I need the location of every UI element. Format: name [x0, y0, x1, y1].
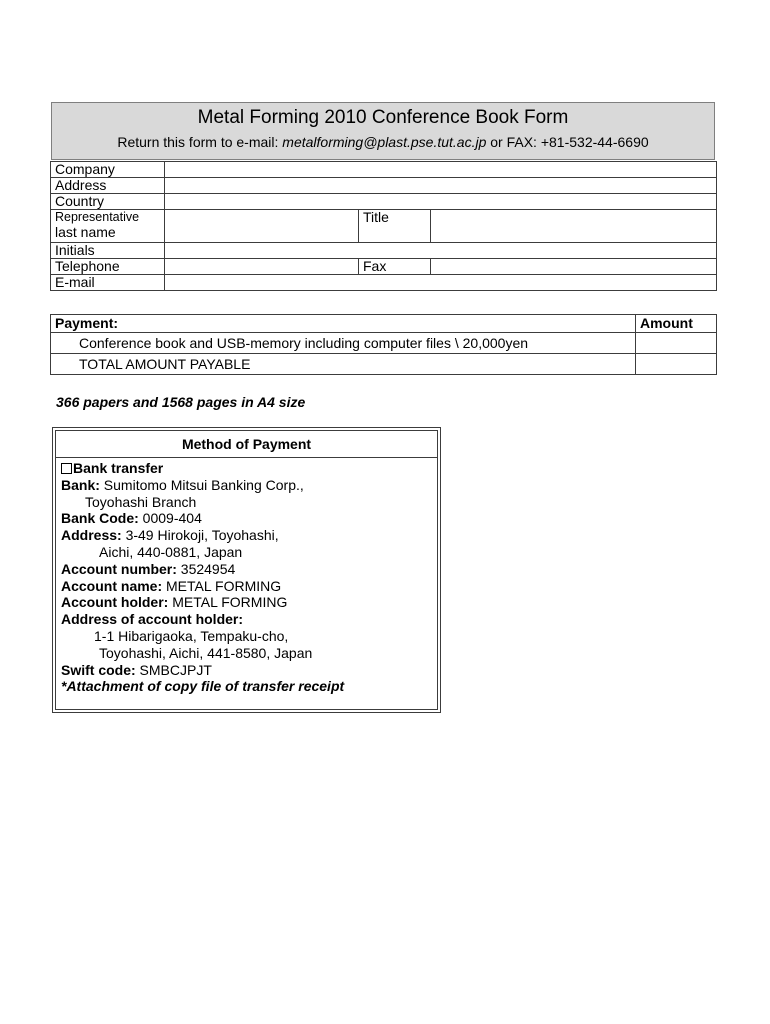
branch-line: Toyohashi Branch: [85, 493, 197, 510]
address-label: Address: [51, 178, 165, 194]
account-holder-value: METAL FORMING: [168, 594, 288, 611]
return-prefix: Return this form to e-mail:: [117, 134, 283, 150]
email-row: [51, 275, 717, 291]
account-name-value: METAL FORMING: [162, 577, 282, 594]
bank-code-line: [61, 510, 437, 527]
telephone-field[interactable]: [165, 259, 359, 275]
representative-label-line2: last name: [55, 224, 116, 240]
country-row: [51, 194, 717, 210]
bank-code-label: Bank Code:: [61, 510, 139, 527]
method-of-payment-heading: Method of Payment: [56, 431, 437, 458]
contact-info-table: [50, 161, 717, 291]
payment-header-row: [51, 315, 717, 333]
representative-row: [51, 210, 717, 243]
method-of-payment-inner: [55, 430, 438, 710]
representative-field[interactable]: [165, 210, 359, 243]
amount-header: Amount: [636, 315, 717, 333]
email-field[interactable]: [165, 275, 717, 291]
address-field[interactable]: [165, 178, 717, 194]
swift-code-line: [61, 662, 437, 679]
company-field[interactable]: [165, 162, 717, 178]
bank-line: [61, 477, 437, 494]
holder-address-heading: [61, 611, 437, 628]
address-row: [51, 178, 717, 194]
country-field[interactable]: [165, 194, 717, 210]
fax-field[interactable]: [431, 259, 717, 275]
payment-total-amount-field[interactable]: [636, 354, 717, 375]
payment-total-label: TOTAL AMOUNT PAYABLE: [51, 354, 636, 375]
bank-code-value: 0009-404: [138, 510, 202, 527]
payment-total-row: [51, 354, 717, 375]
payment-item-label: Conference book and USB-memory including computer files \ 20,000yen: [51, 333, 636, 354]
address-line: [61, 527, 437, 544]
initials-field[interactable]: [165, 243, 717, 259]
bank-transfer-option: [61, 460, 437, 477]
bank-details: [56, 458, 437, 695]
payment-item-amount-field[interactable]: [636, 333, 717, 354]
holder-address-line2: Toyohashi, Aichi, 441-8580, Japan: [99, 644, 313, 661]
company-row: [51, 162, 717, 178]
representative-label: [51, 210, 165, 243]
company-label: Company: [51, 162, 165, 178]
contact-email-link[interactable]: metalforming@plast.pse.tut.ac.jp: [282, 134, 487, 150]
telephone-row: [51, 259, 717, 275]
title-field[interactable]: [431, 210, 717, 243]
form-header: [51, 102, 715, 160]
bank-address-label: Address:: [61, 527, 122, 544]
swift-code-label: Swift code:: [61, 661, 136, 678]
bank-label: Bank:: [61, 476, 100, 493]
account-holder-line: [61, 594, 437, 611]
account-name-label: Account name:: [61, 577, 163, 594]
form-title: Metal Forming 2010 Conference Book Form: [197, 107, 569, 128]
holder-address-line1: 1-1 Hibarigaoka, Tempaku-cho,: [94, 627, 289, 644]
account-holder-label: Account holder:: [61, 594, 169, 611]
fax-number: or FAX: +81-532-44-6690: [486, 134, 649, 150]
telephone-label: Telephone: [51, 259, 165, 275]
title-label: Title: [359, 210, 431, 243]
return-instructions: [52, 134, 714, 150]
payment-table: [50, 314, 717, 375]
bank-transfer-checkbox[interactable]: [61, 463, 72, 474]
bank-value: Sumitomo Mitsui Banking Corp.,: [99, 476, 304, 493]
fax-label: Fax: [359, 259, 431, 275]
email-label: E-mail: [51, 275, 165, 291]
initials-label: Initials: [51, 243, 165, 259]
bank-transfer-label: Bank transfer: [73, 460, 164, 476]
initials-row: [51, 243, 717, 259]
holder-address-label: Address of account holder:: [61, 611, 244, 628]
account-name-line: [61, 578, 437, 595]
swift-code-value: SMBCJPJT: [135, 661, 212, 678]
account-number-label: Account number:: [61, 560, 177, 577]
account-number-value: 3524954: [176, 560, 236, 577]
country-label: Country: [51, 194, 165, 210]
representative-label-line1: Representative: [55, 210, 140, 224]
bank-address-line2: Aichi, 440-0881, Japan: [99, 543, 243, 560]
payment-header: Payment:: [51, 315, 636, 333]
book-size-note: 366 papers and 1568 pages in A4 size: [56, 394, 306, 410]
method-of-payment-box: [52, 427, 441, 713]
payment-item-row: [51, 333, 717, 354]
bank-address-value: 3-49 Hirokoji, Toyohashi,: [121, 527, 279, 544]
account-number-line: [61, 561, 437, 578]
attachment-note: *Attachment of copy file of transfer receipt: [61, 678, 345, 695]
